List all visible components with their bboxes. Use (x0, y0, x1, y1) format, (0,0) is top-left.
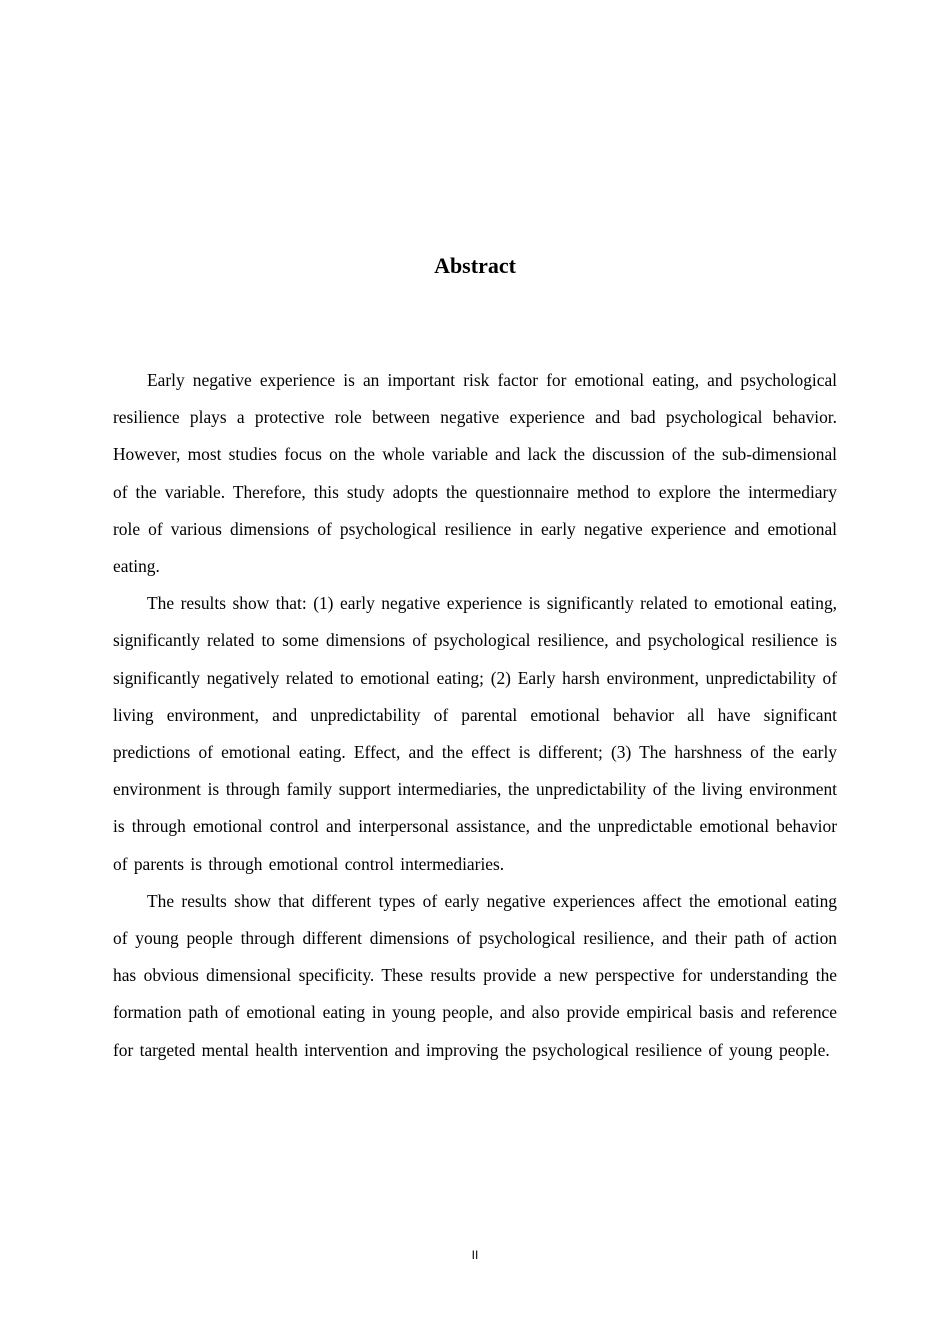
abstract-paragraph-2: The results show that: (1) early negative experience is significantly related to emotional eating, significantly related to some dimensions of psychological resilience, and psychological resilience is significantly negatively related to emotional eating; (2) Early harsh environment, unpredictability of living environment, and unpredictability of parental emotional behavior all have significant predictions of emotional eating. Effect, and the effect is different; (3) The harshness of the early environment is through family support intermediaries, the unpredictability of the living environment is through emotional control and interpersonal assistance, and the unpredictable emotional behavior of parents is through emotional control intermediaries. (113, 593, 837, 874)
abstract-body (113, 362, 837, 1069)
abstract-paragraph-1: Early negative experience is an important risk factor for emotional eating, and psychological resilience plays a protective role between negative experience and bad psychological behavior. However, most studies focus on the whole variable and lack the discussion of the sub-dimensional of the variable. Therefore, this study adopts the questionnaire method to explore the intermediary role of various dimensions of psychological resilience in early negative experience and emotional eating. (113, 370, 837, 577)
abstract-paragraph-3: The results show that different types of early negative experiences affect the emotional eating of young people through different dimensions of psychological resilience, and their path of action has obvious dimensional specificity. These results provide a new perspective for understanding the formation path of emotional eating in young people, and also provide empirical basis and reference for targeted mental health intervention and improving the psychological resilience of young people. (113, 890, 837, 1060)
page-number: II (471, 1248, 479, 1262)
page-title: Abstract (434, 253, 516, 278)
